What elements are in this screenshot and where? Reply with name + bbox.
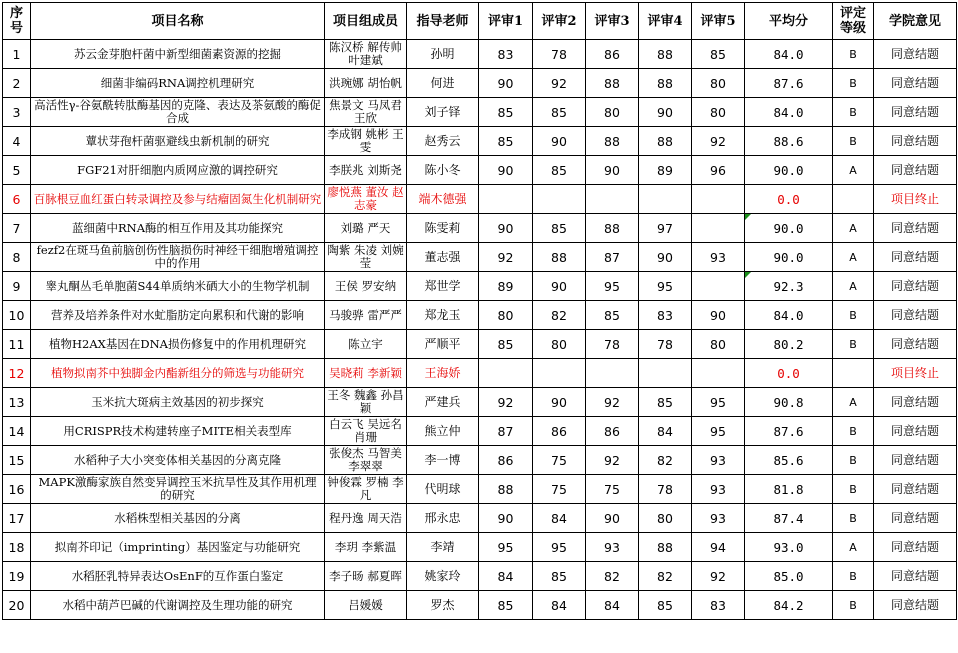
cell-project-name[interactable]: 玉米抗大斑病主效基因的初步探究 [31,388,325,417]
table-row[interactable] [3,330,957,359]
cell-opinion[interactable]: 同意结题 [874,591,957,620]
cell-seq[interactable]: 10 [3,301,31,330]
table-row[interactable] [3,562,957,591]
cell-opinion[interactable]: 同意结题 [874,214,957,243]
cell-review-1[interactable]: 85 [479,591,533,620]
cell-project-name[interactable]: 蓝细菌中RNA酶的相互作用及其功能探究 [31,214,325,243]
cell-average[interactable]: 88.6 [745,127,833,156]
cell-seq[interactable]: 13 [3,388,31,417]
cell-review-2[interactable]: 85 [533,156,586,185]
table-row[interactable] [3,301,957,330]
cell-seq[interactable]: 9 [3,272,31,301]
cell-review-2[interactable]: 95 [533,533,586,562]
cell-review-5[interactable]: 90 [692,301,745,330]
cell-opinion[interactable]: 项目终止 [874,185,957,214]
cell-review-4[interactable] [639,185,692,214]
cell-review-4[interactable]: 78 [639,475,692,504]
cell-members[interactable]: 李朕兆 刘斯尧 [325,156,407,185]
cell-review-3[interactable]: 90 [586,156,639,185]
cell-grade[interactable]: A [833,388,874,417]
cell-review-2[interactable]: 82 [533,301,586,330]
cell-average[interactable]: 87.6 [745,69,833,98]
cell-project-name[interactable]: 拟南芥印记（imprinting）基因鉴定与功能研究 [31,533,325,562]
cell-review-2[interactable]: 90 [533,127,586,156]
cell-grade[interactable]: B [833,301,874,330]
cell-members[interactable]: 刘璐 严天 [325,214,407,243]
cell-opinion[interactable]: 同意结题 [874,504,957,533]
cell-opinion[interactable]: 同意结题 [874,417,957,446]
table-row[interactable] [3,417,957,446]
cell-review-5[interactable]: 92 [692,127,745,156]
cell-review-4[interactable]: 78 [639,330,692,359]
cell-members[interactable]: 李子旸 郝夏晖 [325,562,407,591]
table-row[interactable] [3,98,957,127]
cell-opinion[interactable]: 同意结题 [874,156,957,185]
cell-members[interactable]: 钟俊霖 罗楠 李凡 [325,475,407,504]
cell-opinion[interactable]: 同意结题 [874,533,957,562]
cell-seq[interactable]: 19 [3,562,31,591]
cell-project-name[interactable]: 睾丸酮丛毛单胞菌S44单质纳米硒大小的生物学机制 [31,272,325,301]
table-row[interactable] [3,533,957,562]
cell-review-2[interactable] [533,359,586,388]
cell-opinion[interactable]: 同意结题 [874,388,957,417]
cell-project-name[interactable]: 水稻中葫芦巴碱的代谢调控及生理功能的研究 [31,591,325,620]
cell-seq[interactable]: 14 [3,417,31,446]
cell-review-3[interactable]: 92 [586,446,639,475]
cell-grade[interactable]: B [833,504,874,533]
cell-seq[interactable]: 16 [3,475,31,504]
cell-review-2[interactable]: 84 [533,504,586,533]
header-row [3,3,957,40]
cell-review-5[interactable] [692,214,745,243]
cell-review-1[interactable]: 85 [479,330,533,359]
cell-average[interactable]: 81.8 [745,475,833,504]
cell-review-4[interactable]: 80 [639,504,692,533]
header-project-name: 项目名称 [31,3,325,40]
cell-average[interactable]: 90.0 [745,156,833,185]
cell-review-2[interactable]: 90 [533,272,586,301]
cell-members[interactable]: 陶紫 朱凌 刘婉莹 [325,243,407,272]
cell-opinion[interactable]: 项目终止 [874,359,957,388]
cell-review-2[interactable]: 78 [533,40,586,69]
cell-review-2[interactable]: 75 [533,446,586,475]
table-row[interactable] [3,475,957,504]
cell-review-5[interactable]: 80 [692,330,745,359]
cell-review-2[interactable]: 85 [533,214,586,243]
table-row[interactable] [3,591,957,620]
cell-grade[interactable]: B [833,475,874,504]
cell-seq[interactable]: 18 [3,533,31,562]
cell-members[interactable]: 洪琬娜 胡怡帆 [325,69,407,98]
cell-project-name[interactable]: 水稻种子大小突变体相关基因的分离克隆 [31,446,325,475]
cell-teacher[interactable]: 王海娇 [407,359,479,388]
cell-grade[interactable]: A [833,156,874,185]
cell-project-name[interactable]: 水稻株型相关基因的分离 [31,504,325,533]
cell-review-5[interactable]: 85 [692,40,745,69]
cell-opinion[interactable]: 同意结题 [874,98,957,127]
cell-average[interactable]: 85.6 [745,446,833,475]
cell-project-name[interactable]: 营养及培养条件对水虻脂肪定向累积和代谢的影响 [31,301,325,330]
cell-teacher[interactable]: 邢永忠 [407,504,479,533]
cell-teacher[interactable]: 陈雯莉 [407,214,479,243]
cell-members[interactable]: 陈汉桥 解传帅 叶建斌 [325,40,407,69]
cell-review-2[interactable] [533,185,586,214]
header-opinion: 学院意见 [874,3,957,40]
cell-review-1[interactable]: 84 [479,562,533,591]
cell-project-name[interactable]: 苏云金芽胞杆菌中新型细菌素资源的挖掘 [31,40,325,69]
table-row[interactable] [3,504,957,533]
cell-project-name[interactable]: 水稻胚乳特异表达OsEnF的互作蛋白鉴定 [31,562,325,591]
header-review-3: 评审3 [586,3,639,40]
cell-teacher[interactable]: 李靖 [407,533,479,562]
cell-review-2[interactable]: 75 [533,475,586,504]
cell-grade[interactable]: B [833,330,874,359]
header-seq: 序号 [3,3,31,40]
cell-teacher[interactable]: 端木德强 [407,185,479,214]
cell-teacher[interactable]: 罗杰 [407,591,479,620]
cell-review-4[interactable]: 85 [639,591,692,620]
cell-project-name[interactable]: 细菌非编码RNA调控机理研究 [31,69,325,98]
cell-review-3[interactable]: 92 [586,388,639,417]
cell-review-4[interactable]: 95 [639,272,692,301]
cell-review-1[interactable]: 90 [479,156,533,185]
table-row[interactable] [3,69,957,98]
cell-teacher[interactable]: 熊立仲 [407,417,479,446]
cell-review-4[interactable]: 82 [639,562,692,591]
cell-review-1[interactable]: 92 [479,388,533,417]
cell-review-1[interactable]: 90 [479,504,533,533]
cell-members[interactable]: 程丹逸 周天浩 [325,504,407,533]
cell-review-1[interactable]: 90 [479,214,533,243]
cell-members[interactable]: 李成钢 姚彬 王雯 [325,127,407,156]
cell-review-2[interactable]: 92 [533,69,586,98]
cell-opinion[interactable]: 同意结题 [874,475,957,504]
cell-average[interactable]: 80.2 [745,330,833,359]
cell-average[interactable]: 84.0 [745,98,833,127]
cell-opinion[interactable]: 同意结题 [874,127,957,156]
cell-average[interactable]: 84.0 [745,40,833,69]
cell-teacher[interactable]: 郑龙玉 [407,301,479,330]
cell-teacher[interactable]: 董志强 [407,243,479,272]
cell-review-3[interactable] [586,185,639,214]
cell-grade[interactable]: A [833,214,874,243]
cell-seq[interactable]: 6 [3,185,31,214]
cell-review-2[interactable]: 85 [533,98,586,127]
table-row[interactable] [3,214,957,243]
header-grade: 评定等级 [833,3,874,40]
cell-project-name[interactable]: 植物拟南芥中独脚金内酯新组分的筛选与功能研究 [31,359,325,388]
cell-review-5[interactable]: 95 [692,388,745,417]
cell-average[interactable]: 0.0 [745,359,833,388]
cell-members[interactable]: 陈立宇 [325,330,407,359]
header-members: 项目组成员 [325,3,407,40]
cell-grade[interactable] [833,359,874,388]
cell-average[interactable]: 84.2 [745,591,833,620]
table-row[interactable] [3,156,957,185]
cell-seq[interactable]: 8 [3,243,31,272]
table-row[interactable] [3,185,957,214]
cell-average[interactable]: 85.0 [745,562,833,591]
cell-grade[interactable]: B [833,417,874,446]
cell-seq[interactable]: 17 [3,504,31,533]
table-row[interactable] [3,243,957,272]
cell-grade[interactable]: B [833,591,874,620]
cell-review-5[interactable]: 93 [692,504,745,533]
cell-project-name[interactable]: MAPK激酶家族自然变异调控玉米抗旱性及其作用机理的研究 [31,475,325,504]
cell-review-4[interactable]: 89 [639,156,692,185]
cell-review-1[interactable]: 85 [479,127,533,156]
cell-members[interactable]: 焦景文 马凤君 王欣 [325,98,407,127]
cell-members[interactable]: 马骏骅 雷严严 [325,301,407,330]
cell-review-2[interactable]: 84 [533,591,586,620]
header-review-4: 评审4 [639,3,692,40]
cell-review-3[interactable]: 88 [586,69,639,98]
cell-review-5[interactable]: 80 [692,98,745,127]
cell-review-3[interactable]: 87 [586,243,639,272]
cell-review-2[interactable]: 88 [533,243,586,272]
cell-grade[interactable]: A [833,243,874,272]
cell-average[interactable]: 90.0 [745,214,833,243]
table-row[interactable] [3,272,957,301]
cell-opinion[interactable]: 同意结题 [874,40,957,69]
cell-review-3[interactable]: 90 [586,504,639,533]
cell-review-3[interactable]: 84 [586,591,639,620]
cell-review-3[interactable]: 80 [586,98,639,127]
cell-average[interactable]: 87.6 [745,417,833,446]
cell-teacher[interactable]: 姚家玲 [407,562,479,591]
cell-review-5[interactable] [692,272,745,301]
cell-grade[interactable]: B [833,98,874,127]
cell-review-3[interactable] [586,359,639,388]
cell-opinion[interactable]: 同意结题 [874,243,957,272]
cell-review-2[interactable]: 80 [533,330,586,359]
cell-project-name[interactable]: 蕈状芽孢杆菌驱避线虫新机制的研究 [31,127,325,156]
cell-review-4[interactable]: 88 [639,127,692,156]
cell-review-3[interactable]: 86 [586,40,639,69]
cell-average[interactable]: 84.0 [745,301,833,330]
cell-project-name[interactable]: 高活性γ-谷氨酰转肽酶基因的克隆、表达及茶氨酸的酶促合成 [31,98,325,127]
header-review-2: 评审2 [533,3,586,40]
cell-average[interactable]: 87.4 [745,504,833,533]
cell-review-5[interactable]: 80 [692,69,745,98]
cell-opinion[interactable]: 同意结题 [874,272,957,301]
cell-review-2[interactable]: 90 [533,388,586,417]
cell-review-4[interactable] [639,359,692,388]
cell-teacher[interactable]: 刘子铎 [407,98,479,127]
table-row[interactable] [3,388,957,417]
cell-teacher[interactable]: 陈小冬 [407,156,479,185]
cell-teacher[interactable]: 何进 [407,69,479,98]
cell-review-4[interactable]: 90 [639,98,692,127]
cell-seq[interactable]: 1 [3,40,31,69]
table-row[interactable] [3,127,957,156]
cell-review-2[interactable]: 85 [533,562,586,591]
cell-grade[interactable]: B [833,562,874,591]
cell-teacher[interactable]: 严顺平 [407,330,479,359]
header-teacher: 指导老师 [407,3,479,40]
cell-review-1[interactable]: 86 [479,446,533,475]
cell-review-3[interactable]: 86 [586,417,639,446]
cell-review-3[interactable]: 95 [586,272,639,301]
cell-review-4[interactable]: 88 [639,40,692,69]
cell-review-1[interactable]: 87 [479,417,533,446]
header-average: 平均分 [745,3,833,40]
cell-teacher[interactable]: 郑世学 [407,272,479,301]
cell-seq[interactable]: 2 [3,69,31,98]
cell-grade[interactable]: B [833,446,874,475]
cell-review-5[interactable]: 96 [692,156,745,185]
cell-average[interactable]: 90.8 [745,388,833,417]
cell-seq[interactable]: 15 [3,446,31,475]
cell-teacher[interactable]: 代明球 [407,475,479,504]
cell-review-1[interactable]: 80 [479,301,533,330]
cell-review-5[interactable] [692,359,745,388]
cell-review-5[interactable]: 83 [692,591,745,620]
cell-grade[interactable]: A [833,533,874,562]
cell-members[interactable]: 吴晓莉 李新颖 [325,359,407,388]
cell-review-5[interactable]: 93 [692,446,745,475]
cell-opinion[interactable]: 同意结题 [874,301,957,330]
table-row[interactable] [3,446,957,475]
cell-project-name[interactable]: 百脉根豆血红蛋白转录调控及参与结瘤固氮生化机制研究 [31,185,325,214]
cell-review-5[interactable]: 94 [692,533,745,562]
cell-review-2[interactable]: 86 [533,417,586,446]
cell-opinion[interactable]: 同意结题 [874,446,957,475]
cell-seq[interactable]: 7 [3,214,31,243]
cell-grade[interactable]: B [833,40,874,69]
cell-members[interactable]: 张俊杰 马智美 李翠翠 [325,446,407,475]
table-row[interactable] [3,359,957,388]
cell-grade[interactable] [833,185,874,214]
cell-members[interactable]: 白云飞 吴远名 肖珊 [325,417,407,446]
cell-review-4[interactable]: 82 [639,446,692,475]
cell-project-name[interactable]: 用CRISPR技术构建转座子MITE相关表型库 [31,417,325,446]
cell-teacher[interactable]: 严建兵 [407,388,479,417]
cell-teacher[interactable]: 李一博 [407,446,479,475]
cell-review-3[interactable]: 88 [586,127,639,156]
table-body [3,40,957,620]
cell-review-4[interactable]: 85 [639,388,692,417]
cell-review-1[interactable]: 90 [479,69,533,98]
cell-members[interactable]: 王侯 罗安纳 [325,272,407,301]
cell-seq[interactable]: 3 [3,98,31,127]
cell-review-4[interactable]: 97 [639,214,692,243]
cell-review-5[interactable]: 93 [692,243,745,272]
cell-grade[interactable]: B [833,127,874,156]
cell-seq[interactable]: 11 [3,330,31,359]
cell-review-4[interactable]: 90 [639,243,692,272]
cell-review-1[interactable]: 88 [479,475,533,504]
cell-seq[interactable]: 12 [3,359,31,388]
cell-review-1[interactable]: 85 [479,98,533,127]
cell-review-3[interactable]: 75 [586,475,639,504]
cell-average[interactable]: 90.0 [745,243,833,272]
cell-review-3[interactable]: 88 [586,214,639,243]
cell-opinion[interactable]: 同意结题 [874,330,957,359]
cell-grade[interactable]: B [833,69,874,98]
cell-review-5[interactable]: 95 [692,417,745,446]
cell-review-1[interactable]: 89 [479,272,533,301]
cell-review-3[interactable]: 82 [586,562,639,591]
cell-seq[interactable]: 20 [3,591,31,620]
cell-review-1[interactable]: 95 [479,533,533,562]
cell-review-4[interactable]: 88 [639,69,692,98]
cell-project-name[interactable]: 植物H2AX基因在DNA损伤修复中的作用机理研究 [31,330,325,359]
cell-review-5[interactable]: 93 [692,475,745,504]
project-review-table [2,2,957,620]
cell-opinion[interactable]: 同意结题 [874,69,957,98]
cell-project-name[interactable]: FGF21对肝细胞内质网应激的调控研究 [31,156,325,185]
cell-members[interactable]: 李玥 李紫温 [325,533,407,562]
cell-review-3[interactable]: 93 [586,533,639,562]
cell-teacher[interactable]: 赵秀云 [407,127,479,156]
cell-review-3[interactable]: 85 [586,301,639,330]
cell-project-name[interactable]: fezf2在斑马鱼前脑创伤性脑损伤时神经干细胞增殖调控中的作用 [31,243,325,272]
table-row[interactable] [3,40,957,69]
header-review-1: 评审1 [479,3,533,40]
cell-opinion[interactable]: 同意结题 [874,562,957,591]
cell-average[interactable]: 93.0 [745,533,833,562]
cell-review-4[interactable]: 83 [639,301,692,330]
cell-grade[interactable]: A [833,272,874,301]
cell-review-1[interactable]: 92 [479,243,533,272]
cell-members[interactable]: 吕媛媛 [325,591,407,620]
cell-review-1[interactable] [479,359,533,388]
header-review-5: 评审5 [692,3,745,40]
cell-average[interactable]: 92.3 [745,272,833,301]
cell-average[interactable]: 0.0 [745,185,833,214]
cell-members[interactable]: 廖悦燕 董汝 赵志豪 [325,185,407,214]
cell-review-1[interactable]: 83 [479,40,533,69]
cell-members[interactable]: 王冬 魏鑫 孙昌颖 [325,388,407,417]
cell-review-1[interactable] [479,185,533,214]
cell-seq[interactable]: 4 [3,127,31,156]
cell-review-5[interactable]: 92 [692,562,745,591]
cell-review-4[interactable]: 88 [639,533,692,562]
cell-teacher[interactable]: 孙明 [407,40,479,69]
cell-review-3[interactable]: 78 [586,330,639,359]
cell-review-5[interactable] [692,185,745,214]
cell-seq[interactable]: 5 [3,156,31,185]
cell-review-4[interactable]: 84 [639,417,692,446]
